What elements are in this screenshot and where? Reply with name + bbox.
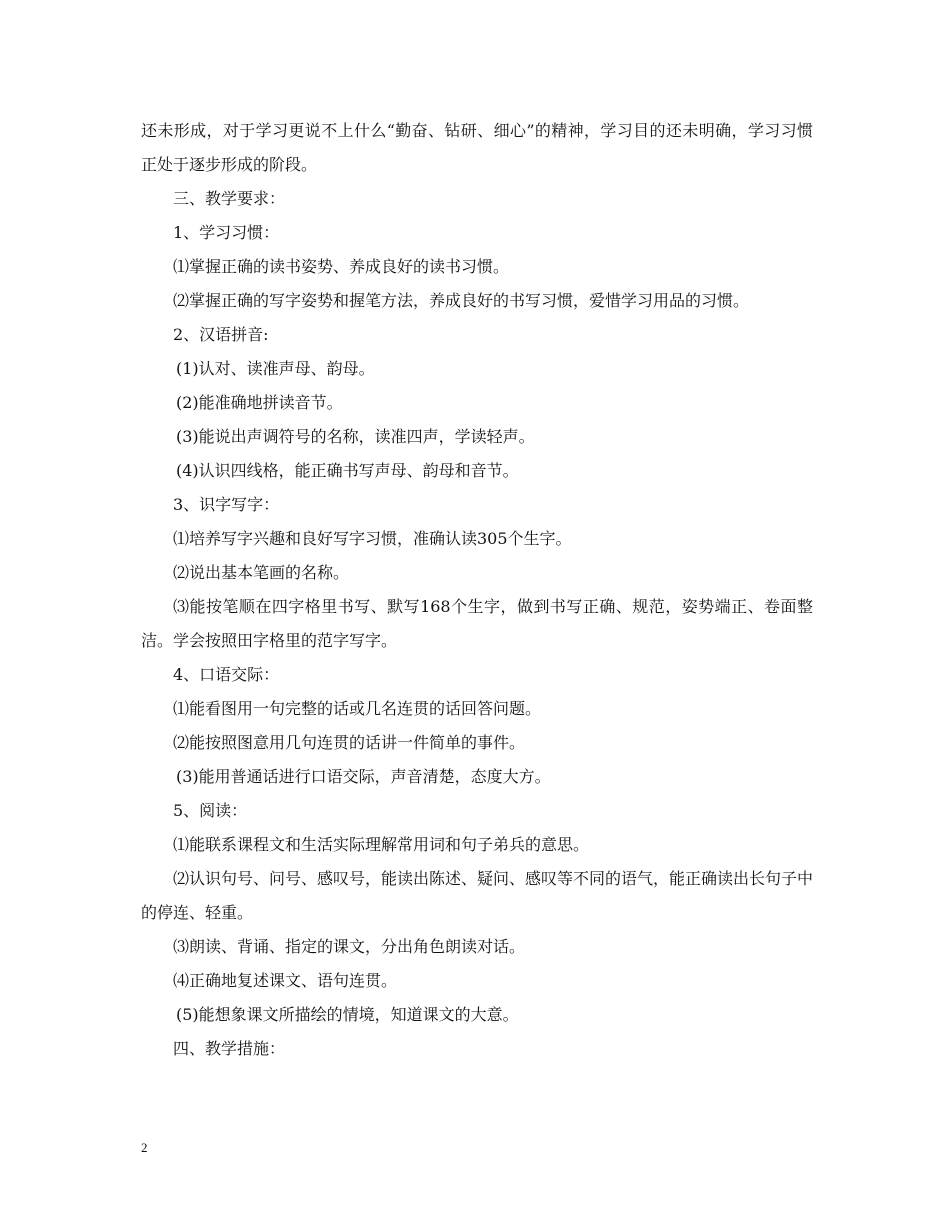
subheading-study-habits: 1、学习习惯： (173, 223, 280, 242)
list-item: ⑵掌握正确的写字姿势和握笔方法，养成良好的书写习惯，爱惜学习用品的习惯。 (173, 291, 750, 310)
paragraph: 还未形成，对于学习更说不上什么“勤奋、钻研、细心”的精神，学习目的还未明确，学习习惯正处于逐步形成的阶段。 (141, 121, 813, 174)
list-item: ⑴能联系课程文和生活实际理解常用词和句子弟兵的意思。 (173, 835, 590, 854)
list-item: ⑵能按照图意用几句连贯的话讲一件简单的事件。 (173, 733, 526, 752)
list-item: ⑴能看图用一句完整的话或几名连贯的话回答问题。 (173, 699, 542, 718)
list-item: ⑴掌握正确的读书姿势、养成良好的读书习惯。 (173, 257, 510, 276)
list-item: (1)认对、读准声母、韵母。 (176, 359, 375, 378)
subheading-oral-communication: 4、口语交际： (173, 665, 280, 684)
list-item: ⑶朗读、背诵、指定的课文，分出角色朗读对话。 (173, 937, 526, 956)
list-item: (5)能想象课文所描绘的情境，知道课文的大意。 (176, 1005, 519, 1024)
list-item: ⑵认识句号、问号、感叹号，能读出陈述、疑问、感叹等不同的语气，能正确读出长句子中的停连、轻重。 (141, 869, 814, 922)
list-item: ⑵说出基本笔画的名称。 (173, 563, 350, 582)
section-heading-teaching-requirements: 三、教学要求： (173, 189, 286, 208)
subheading-reading: 5、阅读： (173, 801, 248, 820)
list-item: ⑴培养写字兴趣和良好写字习惯，准确认读305个生字。 (173, 529, 572, 548)
document-body (141, 114, 813, 1066)
list-item: (4)认识四线格，能正确书写声母、韵母和音节。 (176, 461, 519, 480)
list-item: ⑶能按笔顺在四字格里书写、默写168个生字，做到书写正确、规范，姿势端正、卷面整洁。学会按照田字格里的范字写字。 (141, 597, 813, 650)
subheading-literacy-writing: 3、识字写字： (173, 495, 280, 514)
section-heading-teaching-measures: 四、教学措施： (173, 1039, 286, 1058)
list-item: (3)能说出声调符号的名称，读准四声，学读轻声。 (176, 427, 535, 446)
list-item: (3)能用普通话进行口语交际，声音清楚，态度大方。 (176, 767, 551, 786)
subheading-pinyin: 2、汉语拼音: (173, 325, 269, 344)
page-number: 2 (141, 1140, 148, 1155)
list-item: (2)能准确地拼读音节。 (176, 393, 343, 412)
list-item: ⑷正确地复述课文、语句连贯。 (173, 971, 398, 990)
